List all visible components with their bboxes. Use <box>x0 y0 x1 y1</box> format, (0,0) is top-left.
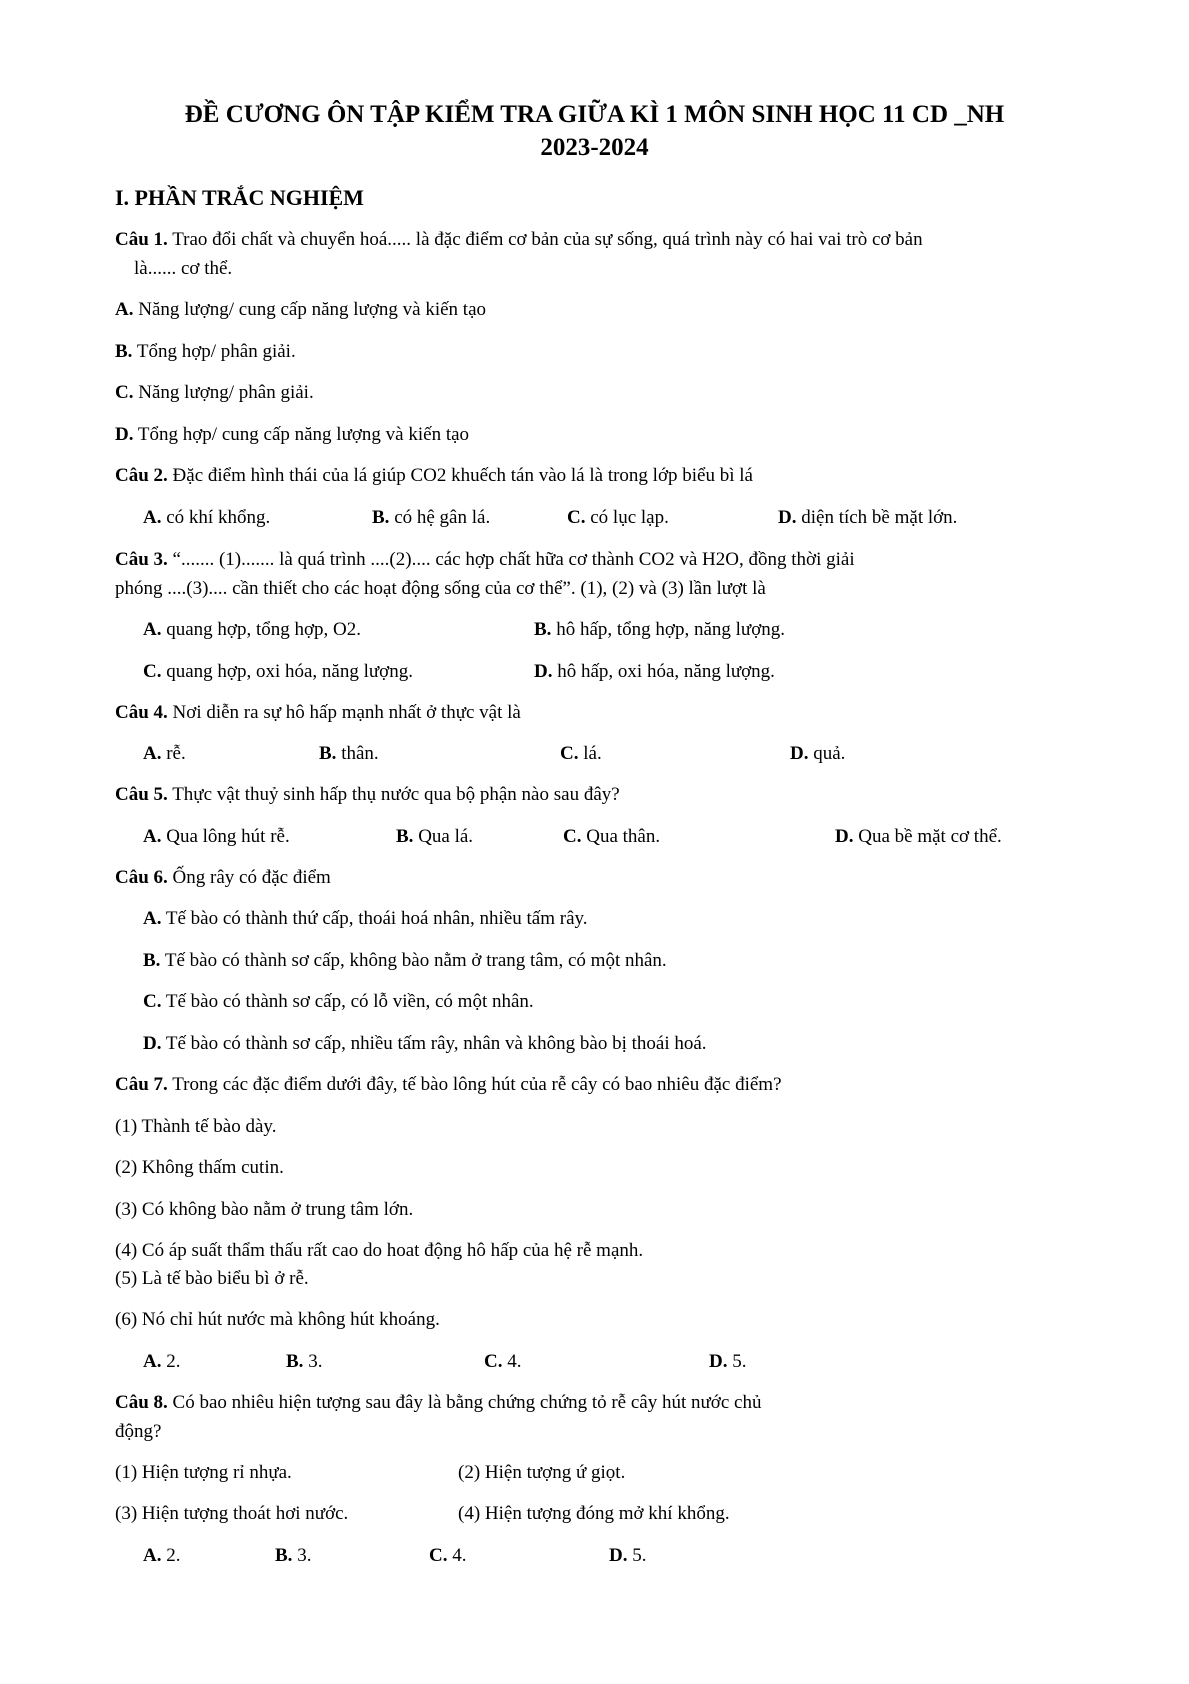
q7-stem: Câu 7. Trong các đặc điểm dưới đây, tế bào lông hút của rễ cây có bao nhiêu đặc điểm? <box>115 1074 782 1095</box>
q2-option-b: B. có hệ gân lá. <box>372 507 491 528</box>
q8-option-c: C. 4. <box>429 1545 467 1566</box>
q6-option-a: A. Tế bào có thành thứ cấp, thoái hoá nhân, nhiều tấm rây. <box>143 908 588 929</box>
q2-stem: Câu 2. Đặc điểm hình thái của lá giúp CO2 khuếch tán vào lá là trong lớp biểu bì lá <box>115 465 753 486</box>
document-title <box>0 98 1189 164</box>
q6-option-b: B. Tế bào có thành sơ cấp, không bào nằm ở trang tâm, có một nhân. <box>143 950 667 971</box>
q4-option-a: A. rễ. <box>143 743 186 764</box>
q2-option-d: D. diện tích bề mặt lớn. <box>778 507 958 528</box>
section-heading: I. PHẦN TRẮC NGHIỆM <box>115 185 364 210</box>
q7-statement-3: (3) Có không bào nằm ở trung tâm lớn. <box>115 1199 414 1220</box>
q6-option-c: C. Tế bào có thành sơ cấp, có lỗ viền, có một nhân. <box>143 991 534 1012</box>
q8-option-d: D. 5. <box>609 1545 647 1566</box>
q8-statement-4: (4) Hiện tượng đóng mở khí khổng. <box>458 1503 730 1524</box>
title-line-1: ĐỀ CƯƠNG ÔN TẬP KIỂM TRA GIỮA KÌ 1 MÔN SINH HỌC 11 CD _NH <box>184 101 1005 128</box>
q6-option-d: D. Tế bào có thành sơ cấp, nhiều tấm rây, nhân và không bào bị thoái hoá. <box>143 1033 707 1054</box>
q1-number: Câu 1. <box>115 229 168 250</box>
q7-statement-1: (1) Thành tế bào dày. <box>115 1116 277 1137</box>
q8-text-2: động? <box>115 1421 162 1442</box>
q7-option-c: C. 4. <box>484 1351 522 1372</box>
q5-option-a: A. Qua lông hút rễ. <box>143 826 290 847</box>
q8-statement-2: (2) Hiện tượng ứ giọt. <box>458 1462 626 1483</box>
q4-option-b: B. thân. <box>319 743 379 764</box>
title-line-2: 2023-2024 <box>540 134 649 161</box>
q1-option-d: D. Tổng hợp/ cung cấp năng lượng và kiến tạo <box>115 424 470 445</box>
q5-stem: Câu 5. Thực vật thuỷ sinh hấp thụ nước qua bộ phận nào sau đây? <box>115 784 620 805</box>
q7-statement-5: (5) Là tế bào biểu bì ở rễ. <box>115 1268 309 1289</box>
q1-option-c: C. Năng lượng/ phân giải. <box>115 382 314 403</box>
q5-option-b: B. Qua lá. <box>396 826 474 847</box>
q7-statement-6: (6) Nó chỉ hút nước mà không hút khoáng. <box>115 1309 440 1330</box>
q3-option-c: C. quang hợp, oxi hóa, năng lượng. <box>143 661 413 682</box>
q8-statement-3: (3) Hiện tượng thoát hơi nước. <box>115 1503 349 1524</box>
q2-option-a: A. có khí khổng. <box>143 507 271 528</box>
q8-stem-line-1: Câu 8. Có bao nhiêu hiện tượng sau đây là bằng chứng chứng tỏ rễ cây hút nước chủ <box>115 1392 762 1413</box>
q3-text-2: phóng ....(3).... cần thiết cho các hoạt động sống của cơ thể”. (1), (2) và (3) lần lượt là <box>115 578 766 599</box>
q8-option-b: B. 3. <box>275 1545 312 1566</box>
q3-option-d: D. hô hấp, oxi hóa, năng lượng. <box>534 661 775 682</box>
q7-option-d: D. 5. <box>709 1351 747 1372</box>
q8-statement-1: (1) Hiện tượng rỉ nhựa. <box>115 1462 292 1483</box>
q4-option-d: D. quả. <box>790 743 846 764</box>
q7-option-a: A. 2. <box>143 1351 181 1372</box>
q3-option-b: B. hô hấp, tổng hợp, năng lượng. <box>534 619 786 640</box>
q3-option-a: A. quang hợp, tổng hợp, O2. <box>143 619 362 640</box>
q1-text-1: Trao đổi chất và chuyển hoá..... là đặc điểm cơ bản của sự sống, quá trình này có hai vai trò cơ bản <box>167 229 923 250</box>
q4-option-c: C. lá. <box>560 743 602 764</box>
q8-option-a: A. 2. <box>143 1545 181 1566</box>
q7-statement-4: (4) Có áp suất thẩm thấu rất cao do hoat động hô hấp của hệ rễ mạnh. <box>115 1240 644 1261</box>
q5-option-d: D. Qua bề mặt cơ thể. <box>835 826 1002 847</box>
q1-option-b: B. Tổng hợp/ phân giải. <box>115 341 296 362</box>
q1-text-2: là...... cơ thể. <box>134 258 233 279</box>
q5-option-c: C. Qua thân. <box>563 826 661 847</box>
q4-stem: Câu 4. Nơi diễn ra sự hô hấp mạnh nhất ở thực vật là <box>115 702 521 723</box>
q1-option-a: A. Năng lượng/ cung cấp năng lượng và kiến tạo <box>115 299 487 320</box>
q3-stem-line-1: Câu 3. “....... (1)....... là quá trình ....(2).... các hợp chất hữa cơ thành CO2 và H2O, đồng thời giải <box>115 549 855 570</box>
q7-option-b: B. 3. <box>286 1351 323 1372</box>
q2-option-c: C. có lục lạp. <box>567 507 669 528</box>
q6-stem: Câu 6. Ống rây có đặc điểm <box>115 867 331 888</box>
q1-stem-line-1 <box>115 228 923 252</box>
q7-statement-2: (2) Không thấm cutin. <box>115 1157 284 1178</box>
